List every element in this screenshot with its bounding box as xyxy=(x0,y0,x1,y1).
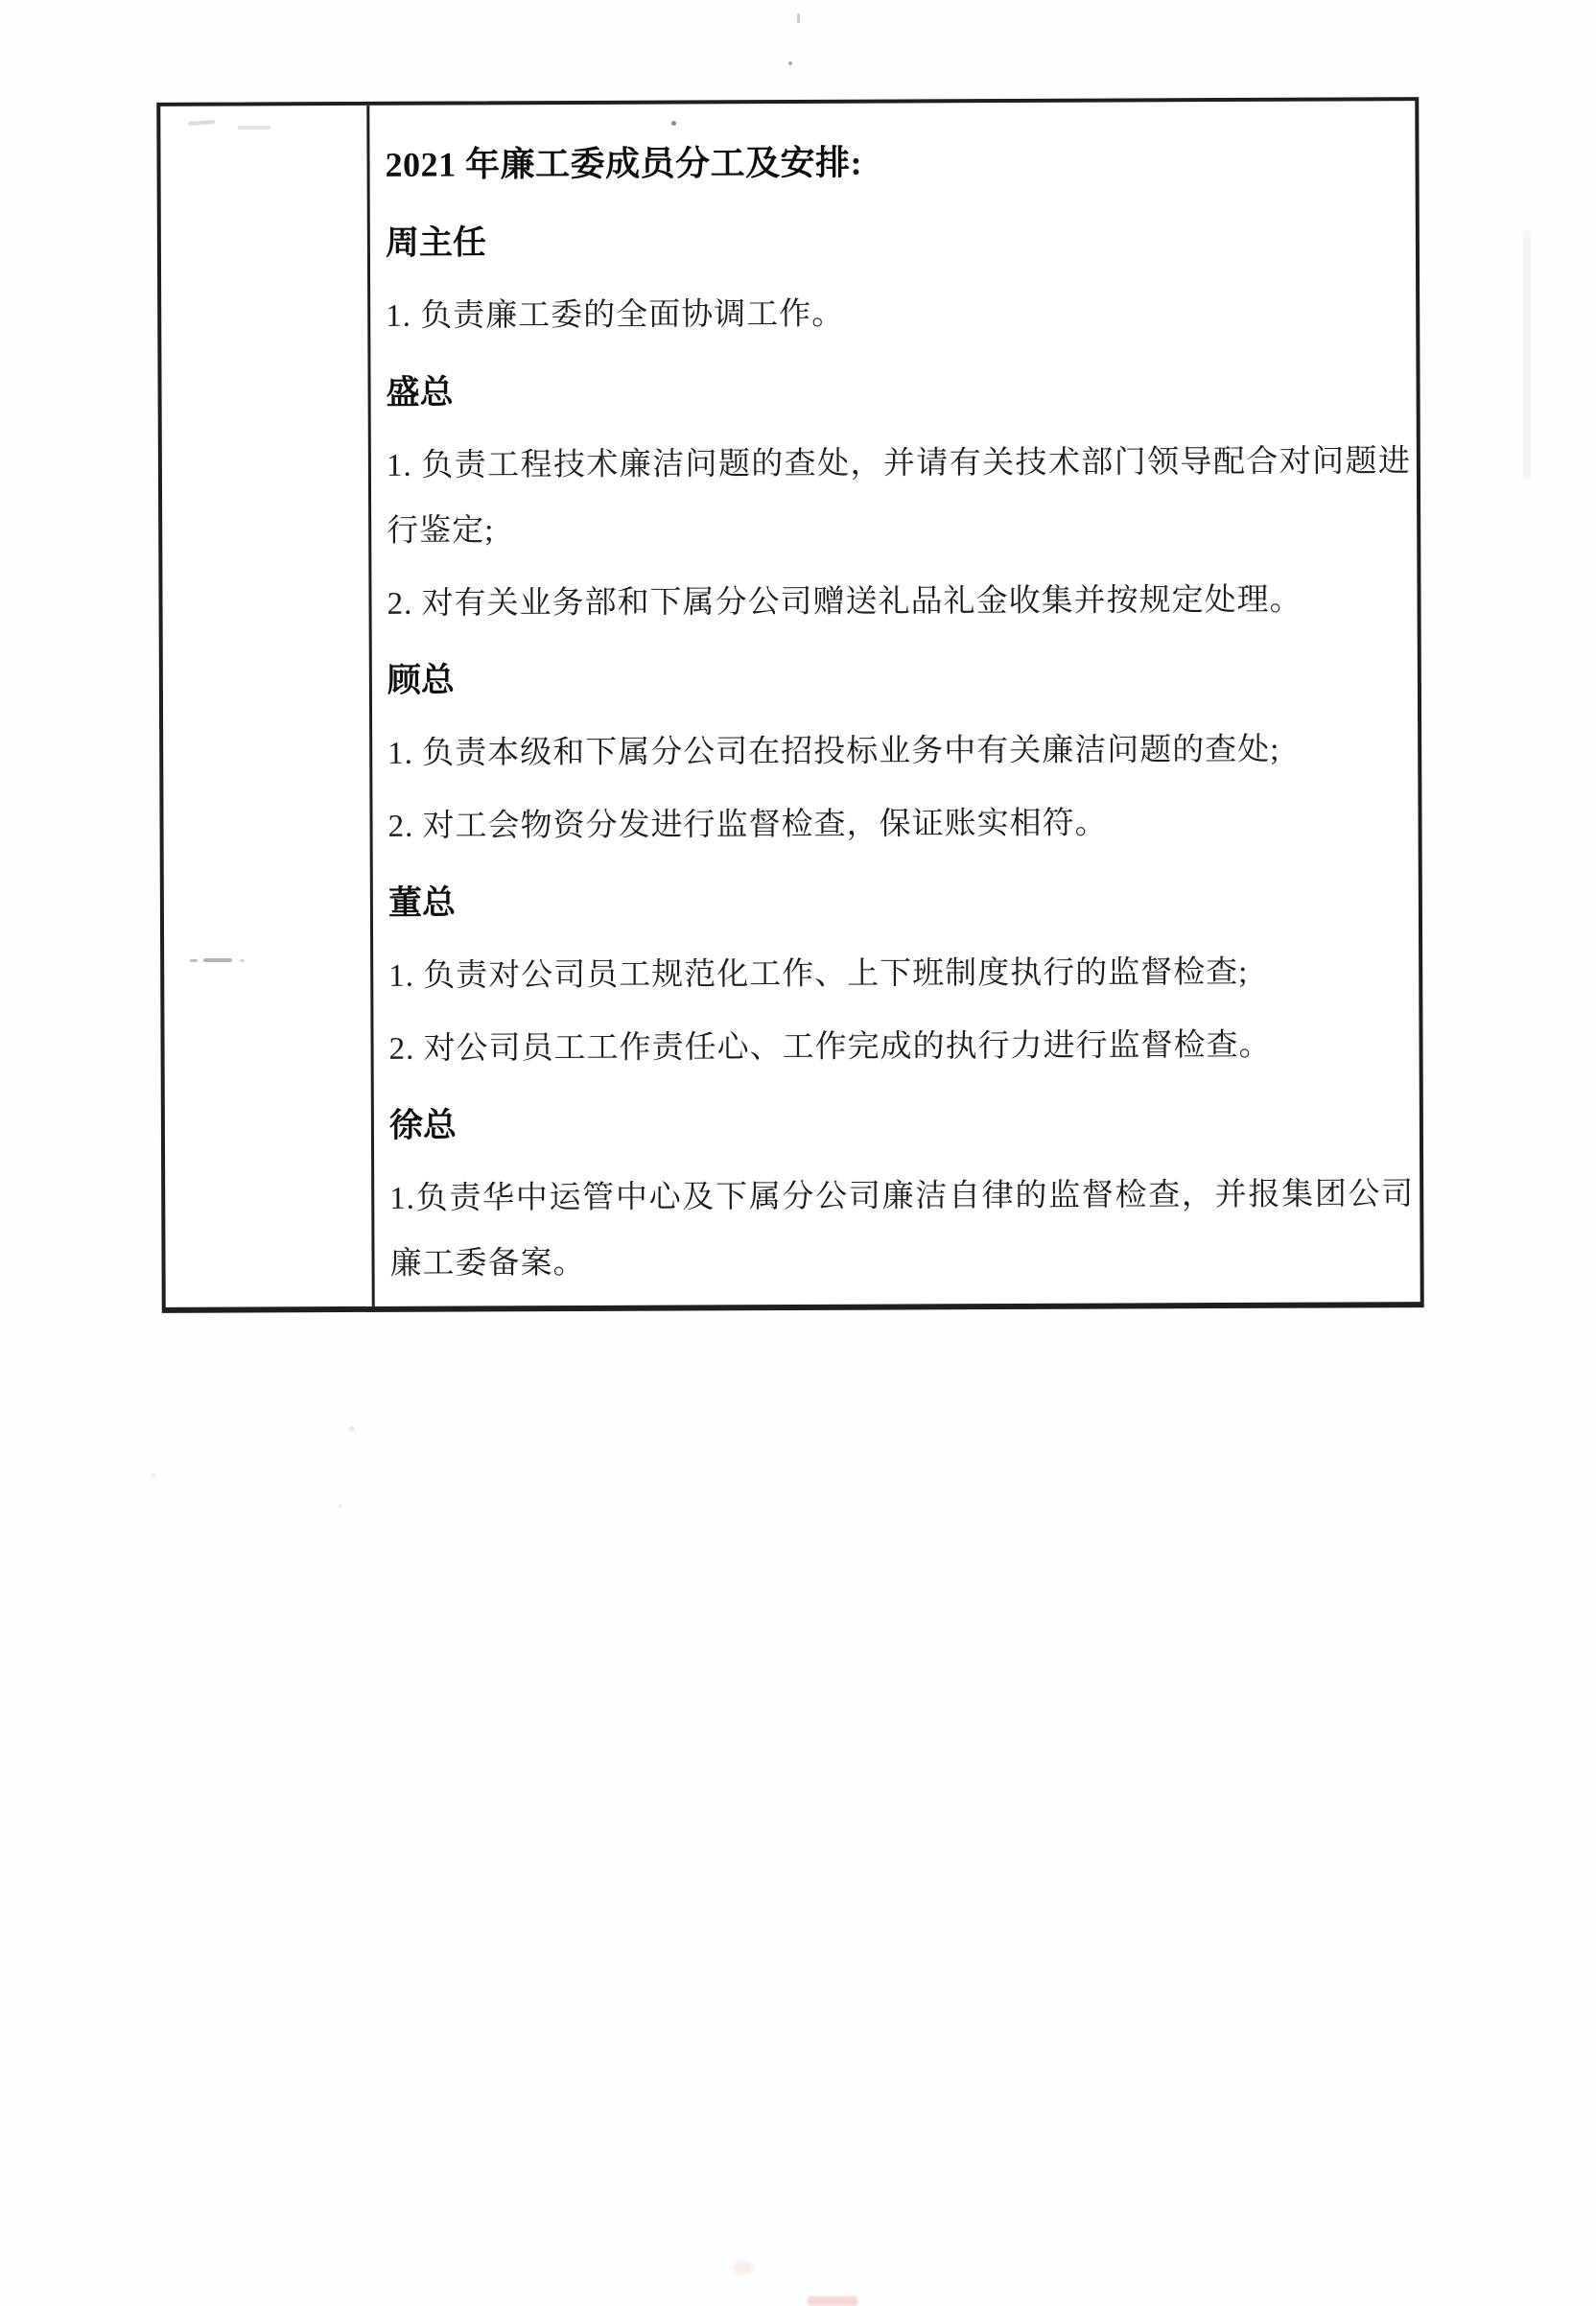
section-item: 1. 负责对公司员工规范化工作、上下班制度执行的监督检查; xyxy=(388,954,1249,994)
document-title: 2021 年廉工委成员分工及安排: xyxy=(385,143,863,184)
document-table xyxy=(156,97,1423,1313)
section-item: 1. 负责廉工委的全面协调工作。 xyxy=(386,296,845,334)
section-item: 2. 对工会物资分发进行监督检查，保证账实相符。 xyxy=(387,806,1108,844)
section-item: 2. 对公司员工工作责任心、工作完成的执行力进行监督检查。 xyxy=(388,1027,1272,1067)
scan-artifact-dot xyxy=(349,1426,355,1431)
section-heading: 周主任 xyxy=(385,224,486,262)
section-item: 1. 负责本级和下属分公司在招投标业务中有关廉洁问题的查处; xyxy=(387,732,1280,771)
section-heading: 徐总 xyxy=(388,1106,458,1144)
scan-artifact-dot xyxy=(788,61,792,65)
scan-artifact-dot xyxy=(152,1473,155,1477)
scan-artifact-tick xyxy=(797,13,800,23)
section-heading: 盛总 xyxy=(386,373,454,412)
section-heading: 顾总 xyxy=(387,661,455,699)
scan-artifact-dot xyxy=(338,1504,342,1508)
section-heading: 董总 xyxy=(387,883,456,922)
table-left-cell xyxy=(160,106,374,1307)
section-item: 1.负责华中运管中心及下属分公司廉洁自律的监督检查，并报集团公司廉工委备案。 xyxy=(389,1177,1415,1282)
scan-artifact-smudge xyxy=(733,2260,754,2275)
section-item: 1. 负责工程技术廉洁问题的查处，并请有关技术部门领导配合对问题进行鉴定; xyxy=(386,444,1411,549)
page-number-smudge xyxy=(808,2296,857,2306)
section-item: 2. 对有关业务部和下属分公司赠送礼品礼金收集并按规定处理。 xyxy=(387,582,1303,622)
table-content-cell xyxy=(369,101,1420,1306)
scan-artifact-streak xyxy=(1523,230,1531,480)
